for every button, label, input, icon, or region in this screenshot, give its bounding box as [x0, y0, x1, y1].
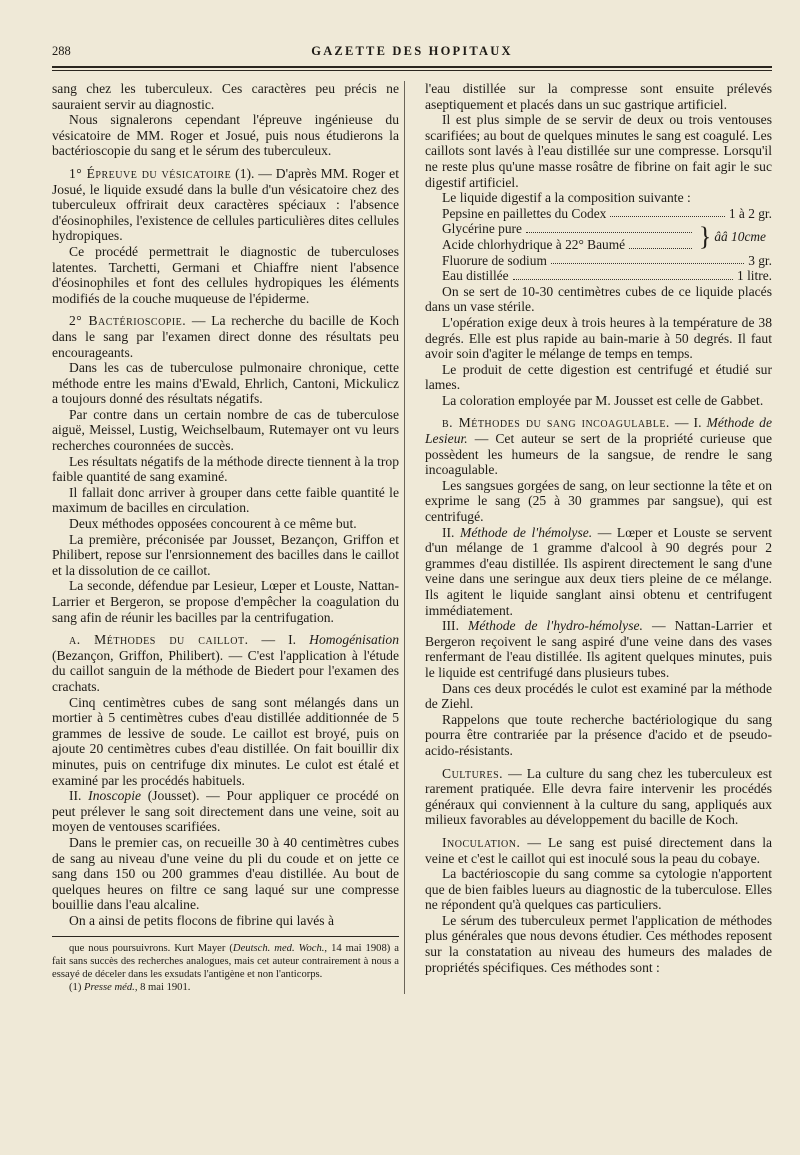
column-divider	[404, 81, 405, 994]
text-run: , 14 mai 1908) a fait sans succès des recherches analogues, mais cet auteur contrairement à nous a essayé de déceler dans les exsudats l'antigène et non l'anticorps.	[52, 943, 399, 981]
text-run: , 8 mai 1901.	[134, 982, 191, 994]
paragraph: Dans le premier cas, on recueille 30 à 40 centimètres cubes de sang au niveau d'une veine du pli du coude et on jette ce sang dans 150 ou 200 grammes d'eau distillée. Au bout de quelques heures on filtre ce sang laqué sur une compresse bouillie dans l'eau alcaline.	[52, 834, 399, 913]
recipe-row	[442, 253, 772, 269]
section-title: α. Méthodes du caillot.	[69, 632, 249, 648]
header-rule-thin	[52, 70, 772, 71]
dot-leader	[629, 237, 692, 249]
recipe-ingredient: Glycérine pure	[442, 221, 522, 237]
section-text: (1). — D'après MM. Roger et Josué, le liquide exsudé dans la bulle d'un vésicatoire chez des tuberculeux offrirait deux caractères spéciaux : l'absence d'éosinophiles, l'existence de cellules particulières dites cellules hydropiques.	[52, 165, 399, 244]
dot-leader	[551, 253, 744, 265]
recipe-amount: ââ 10cme	[714, 229, 766, 245]
section-title: Inoculation.	[442, 834, 521, 850]
paragraph: La bactérioscopie du sang comme sa cytologie n'apportent que de bien faibles lueurs au diagnostic de la tuberculose. Elles ne répondent qu'à quelques cas particuliers.	[425, 866, 772, 913]
text-run: II.	[442, 524, 461, 540]
text-run: que nous poursuivrons. Kurt Mayer (	[69, 943, 233, 955]
text-run: (Jousset). — Pour appliquer ce procédé on peut prélever le sang soit directement dans une veine, soit au moyen de ventouses scarifiées.	[52, 788, 399, 835]
recipe-row	[442, 268, 772, 284]
section-italic: Méthode de Lesieur.	[425, 415, 772, 447]
paragraph: l'eau distillée sur la compresse sont ensuite prélevés aseptiquement et placés dans un suc gastrique artificiel.	[425, 81, 772, 112]
right-column	[425, 81, 772, 994]
italic-run: Méthode de l'hydro-hémolyse.	[468, 618, 643, 634]
section-title: β. Méthodes du sang incoagulable.	[442, 415, 670, 431]
dot-leader	[610, 206, 724, 218]
recipe-amount: 3 gr.	[748, 252, 772, 268]
section-title: Cultures.	[442, 765, 504, 781]
section-italic: Homogénisation	[309, 632, 399, 648]
header-rule	[52, 66, 772, 68]
section-text: — I.	[248, 632, 310, 648]
paragraph: La seconde, défendue par Lesieur, Lœper et Louste, Nattan-Larrier et Bergeron, se propose d'empêcher la coagulation du sang afin de réunir les bacilles par la centrifugation.	[52, 578, 399, 625]
recipe-bracket-group	[442, 221, 772, 252]
paragraph: Nous signalerons cependant l'épreuve ingénieuse du vésicatoire de MM. Roger et Josué, puis nous étudierons la bactérioscopie du sang et le sérum des tuberculeux.	[52, 112, 399, 159]
paragraph: On se sert de 10-30 centimètres cubes de ce liquide placés dans un vase stérile.	[425, 283, 772, 315]
paragraph-inoscopie	[52, 788, 399, 835]
section-text: — Le sang est puisé directement dans la veine et c'est le caillot qui est inoculé sous la peau du cobaye.	[425, 834, 772, 866]
text-run: — Nattan-Larrier et Bergeron reçoivent le sang aspiré d'une veine dans des vases renfermant de l'eau distillée. Ils agitent quelques minutes, puis le liquide est centrifugé dans plusieurs tubes.	[425, 618, 772, 680]
recipe-ingredient: Pepsine en paillettes du Codex	[442, 205, 607, 221]
paragraph-hemolyse	[425, 525, 772, 619]
recipe-bracket-items	[442, 221, 696, 252]
paragraph: Le liquide digestif a la composition suivante :	[442, 190, 691, 206]
section-inoculation	[425, 835, 772, 866]
text-run: II.	[69, 788, 89, 804]
paragraph: Le produit de cette digestion est centrifugé et étudié sur lames.	[425, 361, 772, 393]
paragraph: La coloration employée par M. Jousset est celle de Gabbet.	[442, 392, 764, 408]
paragraph: Il est plus simple de se servir de deux ou trois ventouses scarifiées; au bout de quelques minutes le sang est coagulé. Les caillots sont lavés à l'eau distillée sur une compresse. Lorsqu'il ne reste plus qu'une masse rosâtre de fibrine on fait agir le suc digestif artificiel.	[425, 112, 772, 190]
footnote	[52, 981, 399, 994]
paragraph: Cinq centimètres cubes de sang sont mélangés dans un mortier à 5 centimètres cubes d'eau distillée additionnée de 5 grammes de lessive de soude. Le caillot est broyé, puis on ajoute 20 centimètres cubes d'eau distillée. On fait bouillir dix minutes, puis on centrifuge dix minutes. Le culot est étalé et examiné par les procédés habituels.	[52, 694, 399, 788]
paragraph: Il fallait donc arriver à grouper dans cette faible quantité le maximum de bacilles en circulation.	[52, 484, 399, 516]
left-column	[52, 81, 399, 994]
recipe-ingredient: Fluorure de sodium	[442, 252, 547, 268]
article-body	[52, 81, 772, 994]
journal-page	[52, 40, 772, 1140]
paragraph: Les sangsues gorgées de sang, on leur sectionne la tête et on exprime le sang (25 à 30 grammes par sangsue), qui est centrifugé.	[425, 477, 772, 525]
section-title: 1° Épreuve du vésicatoire	[69, 165, 232, 181]
brace-icon: }	[698, 221, 712, 251]
section-sang-incoagulable	[425, 415, 772, 477]
italic-run: Presse méd.	[84, 982, 135, 994]
paragraph: Ce procédé permettrait le diagnostic de tuberculoses latentes. Tarchetti, Germani et Chiaffre nient l'absence d'éosinophiles et font des cellules hydropiques les éléments modifiés de la couche muqueuse de l'épiderme.	[52, 243, 399, 306]
recipe-row	[442, 221, 696, 237]
section-title: 2° Bactérioscopie.	[69, 313, 187, 329]
paragraph: sang chez les tuberculeux. Ces caractères peu précis ne sauraient servir au diagnostic.	[52, 81, 399, 112]
recipe-row	[442, 206, 772, 222]
section-text: (Bezançon, Griffon, Philibert). — C'est l'application à l'étude du caillot sanguin de la méthode de Biedert pour l'examen des crachats.	[52, 647, 399, 694]
section-bacterioscopie	[52, 313, 399, 360]
paragraph: Par contre dans un certain nombre de cas de tuberculose aiguë, Meissel, Lustig, Weichselbaum, Rutemayer ont vu leurs recherches couronnées de succès.	[52, 406, 399, 454]
footnotes	[52, 936, 399, 994]
paragraph: Rappelons que toute recherche bactériologique du sang pourra être contrariée par la présence d'acido et de pseudo-acido-résistants.	[425, 711, 772, 758]
paragraph: Dans ces deux procédés le culot est examiné par la méthode de Ziehl.	[425, 680, 772, 712]
italic-run: Deutsch. med. Woch.	[232, 943, 325, 955]
recipe-amount: 1 à 2 gr.	[728, 205, 772, 221]
recipe-ingredient: Eau distillée	[442, 268, 509, 284]
section-text: — La recherche du bacille de Koch dans le sang par l'examen direct donne des résultats peu encourageants.	[52, 313, 399, 360]
dot-leader	[526, 221, 692, 233]
text-run: — Lœper et Louste se servent d'un mélange de 1 gramme d'alcool à 90 degrés pour 2 grammes d'eau distillée. Ils aspirent directement le sang d'une veine dans une seringue aux deux tiers pleine de ce mélange. Ils agitent le liquide sanglant ainsi obtenu et centrifugent immédiatement.	[425, 524, 772, 618]
section-cultures	[425, 766, 772, 828]
recipe-ingredient: Acide chlorhydrique à 22° Baumé	[442, 236, 626, 252]
paragraph: Le sérum des tuberculeux permet l'application de méthodes plus générales que nous devons étudier. Ces méthodes reposent sur la constatation au niveau des humeurs des malades de propriétés spécifiques. Ces méthodes sont :	[425, 912, 772, 975]
page-header	[52, 40, 772, 62]
footnote	[52, 942, 399, 981]
page-number: 288	[52, 44, 71, 58]
recipe-amount: 1 litre.	[737, 268, 772, 284]
paragraph: Les résultats négatifs de la méthode directe tiennent à la trop faible quantité de sang examiné.	[52, 453, 399, 485]
text-run: III.	[442, 618, 469, 634]
recipe-row	[442, 237, 696, 253]
section-caillot	[52, 632, 399, 694]
paragraph: Dans les cas de tuberculose pulmonaire chronique, cette méthode entre les mains d'Ewald, Ehrlich, Cantoni, Mickulicz a toujours donné des résultats négatifs.	[52, 360, 399, 407]
text-run: (1)	[69, 982, 85, 994]
section-text: — Cet auteur se sert de la propriété curieuse que possèdent les humeurs de la sangsue, de rendre le sang incoagulable.	[425, 431, 772, 478]
italic-run: Méthode de l'hémolyse.	[460, 524, 593, 540]
paragraph: Deux méthodes opposées concourent à ce même but.	[69, 516, 357, 532]
paragraph: La première, préconisée par Jousset, Bezançon, Griffon et Philibert, repose sur l'enrsionnement des bacilles dans le caillot et la dissolution de ce caillot.	[52, 531, 399, 578]
section-text: — I.	[669, 415, 707, 431]
section-text: — La culture du sang chez les tuberculeux est rarement pratiquée. Elle devra faire intervenir les procédés généraux qui conviennent à la culture du sang, appliqués aux milieux favorables au développement du bacille de Koch.	[425, 765, 772, 828]
italic-run: Inoscopie	[88, 788, 142, 804]
section-vesicatoire	[52, 166, 399, 244]
recipe-table	[442, 206, 772, 284]
paragraph: On a ainsi de petits flocons de fibrine qui lavés à	[69, 912, 335, 928]
journal-title: GAZETTE DES HOPITAUX	[311, 44, 513, 58]
dot-leader	[513, 268, 733, 280]
paragraph-hydro-hemolyse	[425, 618, 772, 680]
paragraph: L'opération exige deux à trois heures à la température de 38 degrés. Elle est plus rapide au bain-marie à 50 degrés. Il faut avoir soin d'agiter le mélange de temps en temps.	[425, 314, 772, 362]
